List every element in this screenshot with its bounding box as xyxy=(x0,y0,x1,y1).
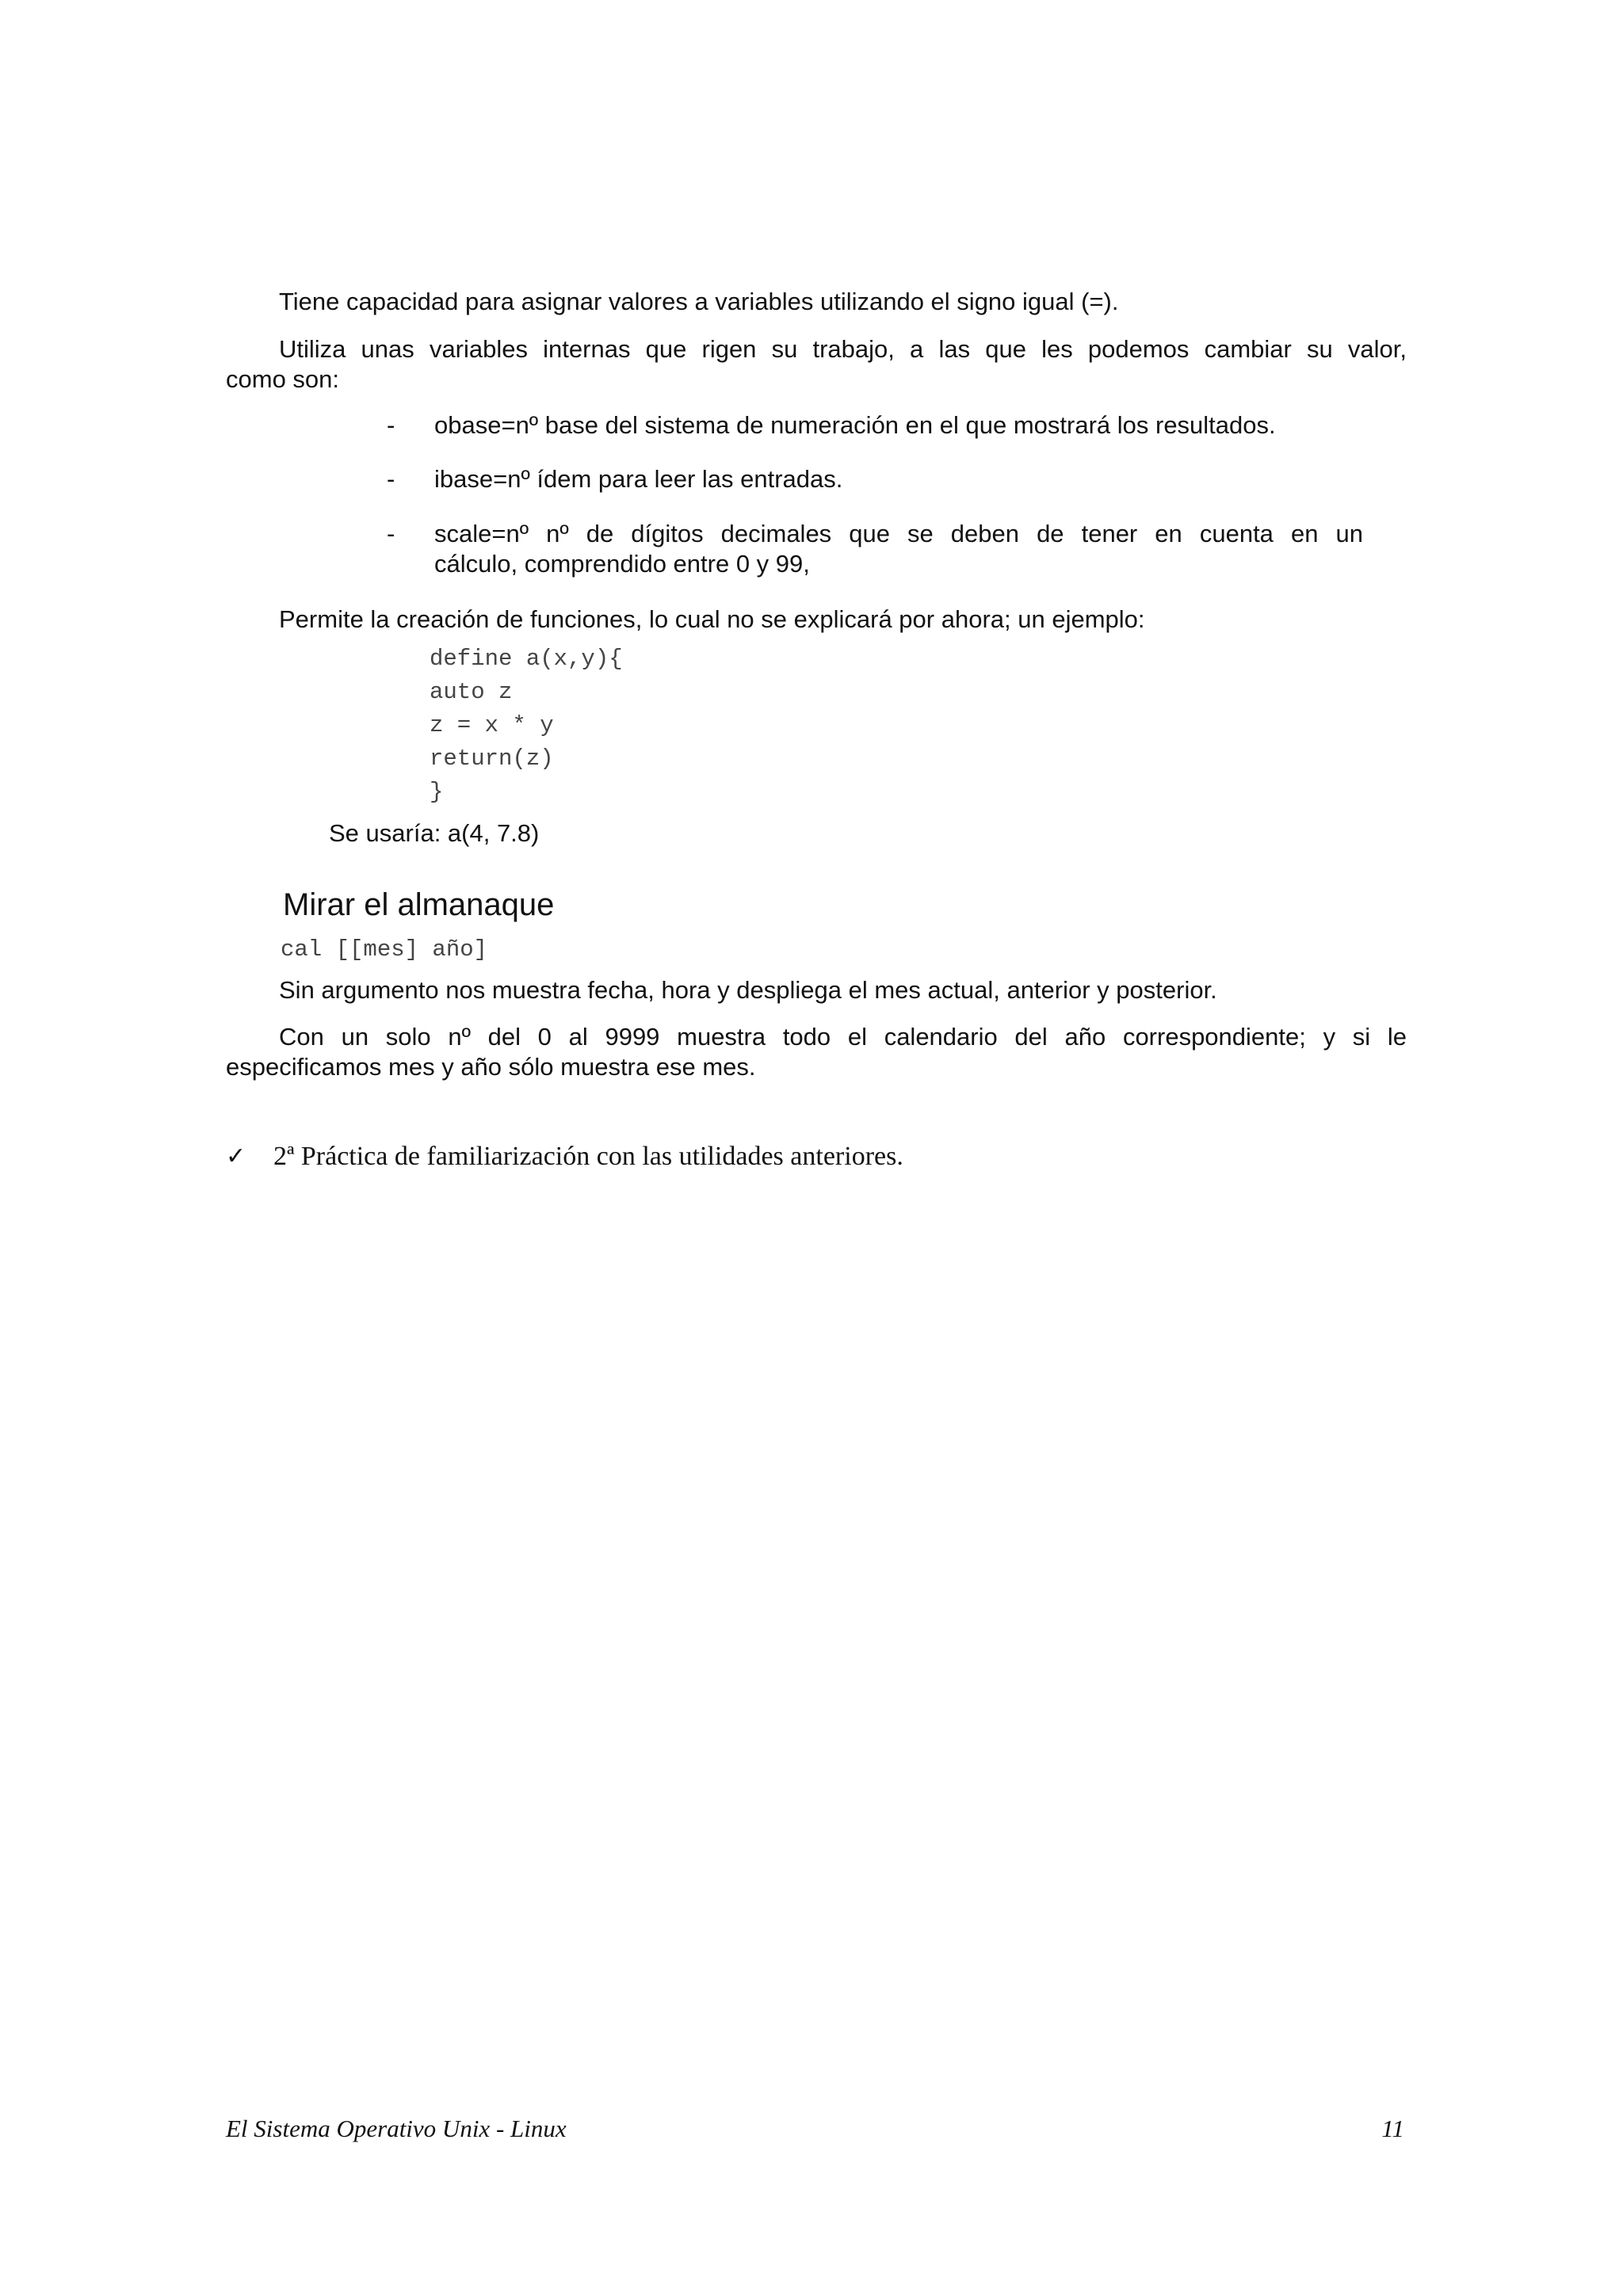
section-heading: Mirar el almanaque xyxy=(283,887,555,922)
paragraph-internal-vars-line2: como son: xyxy=(226,365,340,393)
code-line: z = x * y xyxy=(430,712,554,738)
list-item-scale xyxy=(434,519,1363,579)
paragraph-assign: Tiene capacidad para asignar valores a variables utilizando el signo igual (=). xyxy=(279,288,1119,315)
paragraph-with-args-line1: Con un solo nº del 0 al 9999 muestra todo el calendario del año correspondiente; y si le xyxy=(279,1023,1407,1051)
checkmark-icon: ✓ xyxy=(226,1142,246,1170)
code-line: auto z xyxy=(430,679,513,705)
code-line: } xyxy=(430,779,444,805)
page-number: 11 xyxy=(1381,2115,1404,2142)
code-line: return(z) xyxy=(430,746,554,772)
list-dash: - xyxy=(387,520,395,547)
list-item-obase: obase=nº base del sistema de numeración en el que mostrará los resultados. xyxy=(434,411,1276,439)
code-line: define a(x,y){ xyxy=(430,646,623,672)
paragraph-usage: Se usaría: a(4, 7.8) xyxy=(329,819,540,847)
list-dash: - xyxy=(387,411,395,439)
footer-title: El Sistema Operativo Unix - Linux xyxy=(226,2115,567,2142)
practice-note: 2ª Práctica de familiarización con las utilidades anteriores. xyxy=(273,1142,903,1171)
command-syntax: cal [[mes] año] xyxy=(281,936,488,963)
paragraph-functions: Permite la creación de funciones, lo cual no se explicará por ahora; un ejemplo: xyxy=(279,605,1145,633)
list-dash: - xyxy=(387,465,395,493)
paragraph-with-args-line2: especificamos mes y año sólo muestra ese mes. xyxy=(226,1053,756,1081)
paragraph-with-args xyxy=(226,1022,1407,1082)
paragraph-no-args: Sin argumento nos muestra fecha, hora y despliega el mes actual, anterior y posterior. xyxy=(279,976,1217,1004)
list-item-scale-line2: cálculo, comprendido entre 0 y 99, xyxy=(434,550,810,578)
paragraph-internal-vars xyxy=(226,334,1407,395)
paragraph-internal-vars-line1: Utiliza unas variables internas que rigen su trabajo, a las que les podemos cambiar su valor, xyxy=(279,335,1407,363)
list-item-scale-line1: scale=nº nº de dígitos decimales que se deben de tener en cuenta en un xyxy=(434,520,1363,547)
list-item-ibase: ibase=nº ídem para leer las entradas. xyxy=(434,465,843,493)
